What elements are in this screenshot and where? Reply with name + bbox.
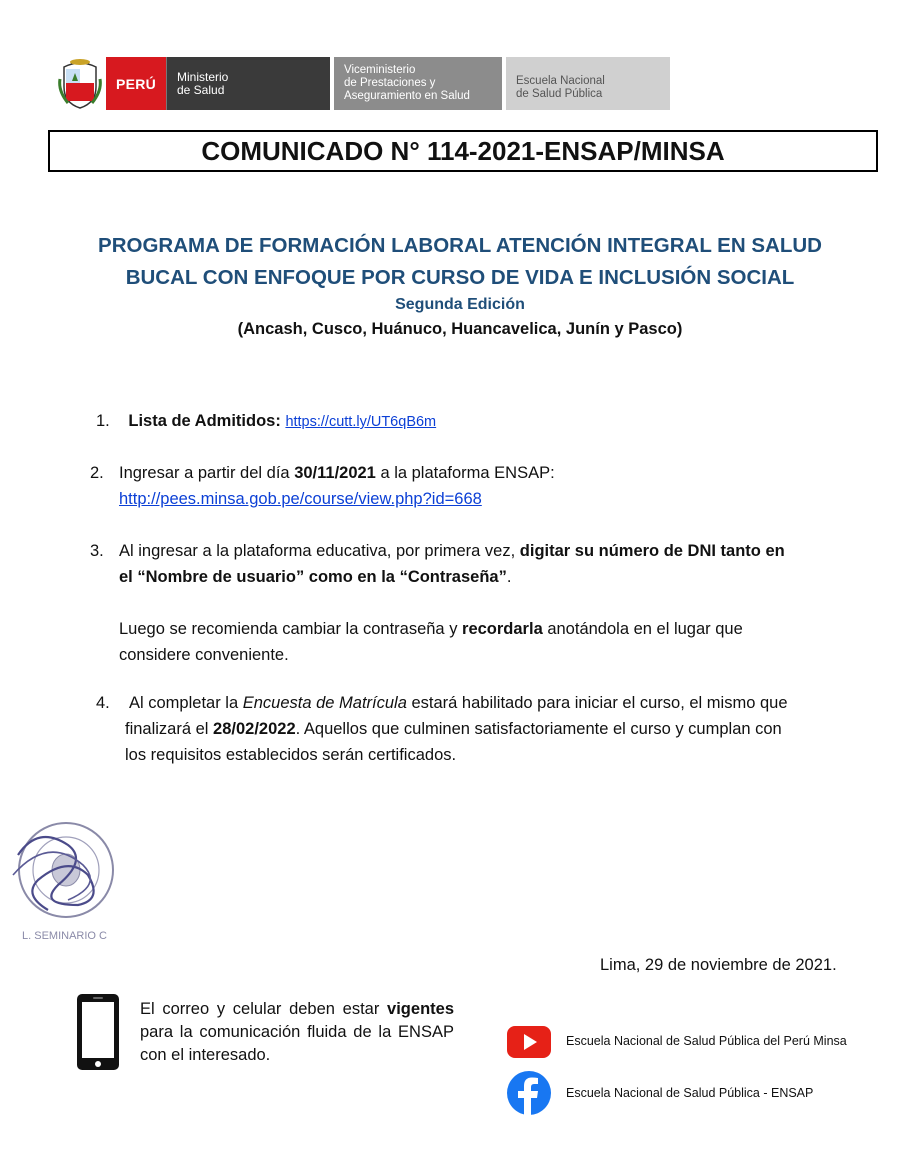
ministry-line-1: Ministerio <box>177 69 229 84</box>
note-3-text-line-2: considere conveniente. <box>119 646 289 664</box>
communique-title: COMUNICADO N° 114-2021-ENSAP/MINSA <box>48 130 878 172</box>
item-number: 2. <box>90 464 104 482</box>
school-line-2: de Salud Pública <box>516 87 603 100</box>
note-text-end: para la comunicación fluida de la ENSAP con el interesado. <box>140 1023 454 1064</box>
list-item-3 <box>119 538 879 590</box>
program-title-line-2: BUCAL CON ENFOQUE POR CURSO DE VIDA E INCLUSIÓN SOCIAL <box>125 266 795 289</box>
edition-label: Segunda Edición <box>395 296 525 313</box>
end-date: 28/02/2022 <box>213 720 296 738</box>
school-logo <box>506 57 670 110</box>
note-3-bold: recordarla <box>462 620 543 638</box>
item-4-line-3: los requisitos establecidos serán certificados. <box>125 746 457 764</box>
item-4-text: Al completar la <box>129 694 243 712</box>
note-3-text-end: anotándola en el lugar que <box>542 620 743 638</box>
item-number: 4. <box>96 694 110 712</box>
item-3-bold: digitar su número de DNI tanto en <box>519 542 785 560</box>
admitted-list-link[interactable]: https://cutt.ly/UT6qB6m <box>285 414 437 430</box>
item-3-bold-2: el “Nombre de usuario” como en la “Contraseña” <box>119 568 507 586</box>
item-2-text-end: a la plataforma ENSAP: <box>375 464 555 482</box>
official-stamp <box>8 815 118 950</box>
program-title <box>40 230 880 294</box>
peru-brand <box>106 57 166 110</box>
school-line-1: Escuela Nacional <box>516 74 605 87</box>
header-logos <box>58 57 670 110</box>
ministry-logo <box>166 57 330 110</box>
list-item-3-note <box>119 616 879 668</box>
item-4-text-end: estará habilitado para iniciar el curso, el mismo que <box>406 694 788 712</box>
item-3-text: Al ingresar a la plataforma educativa, por primera vez, <box>119 542 520 560</box>
item-2-text: Ingresar a partir del día <box>119 464 295 482</box>
viceministry-logo <box>334 57 502 110</box>
list-item-2 <box>119 460 859 512</box>
note-text: El correo y celular deben estar <box>140 1000 388 1018</box>
vice-line-3: Aseguramiento en Salud <box>344 90 470 102</box>
item-3-end: . <box>506 568 512 586</box>
youtube-label: Escuela Nacional de Salud Pública del Perú Minsa <box>566 1034 847 1048</box>
facebook-page[interactable] <box>506 1070 813 1116</box>
vice-line-2: de Prestaciones y <box>344 77 436 89</box>
note-3-text: Luego se recomienda cambiar la contraseña y <box>119 620 463 638</box>
enrollment-survey: Encuesta de Matrícula <box>242 694 407 712</box>
start-date: 30/11/2021 <box>294 464 376 482</box>
admitted-label: Lista de Admitidos: <box>128 412 281 430</box>
vice-line-1: Viceministerio <box>344 64 416 76</box>
item-number: 3. <box>90 542 104 560</box>
list-item-1 <box>96 408 436 435</box>
platform-link[interactable]: http://pees.minsa.gob.pe/course/view.php?id=668 <box>119 490 482 508</box>
stamp-name: L. SEMINARIO C <box>22 930 107 942</box>
mobile-phone-icon <box>76 993 120 1071</box>
list-item-4 <box>125 690 880 768</box>
item-4-line-2: finalizará el <box>125 720 214 738</box>
contact-note <box>140 998 454 1067</box>
peru-coat-of-arms-icon <box>58 57 102 110</box>
note-bold: vigentes <box>387 1000 454 1018</box>
facebook-label: Escuela Nacional de Salud Pública - ENSAP <box>566 1086 814 1100</box>
youtube-icon <box>506 1018 552 1064</box>
regions-label: (Ancash, Cusco, Huánuco, Huancavelica, Junín y Pasco) <box>237 320 683 338</box>
ministry-line-2: de Salud <box>177 82 225 97</box>
date-place: Lima, 29 de noviembre de 2021. <box>600 956 837 974</box>
item-4-line-2-end: . Aquellos que culminen satisfactoriamente el curso y cumplan con <box>295 720 782 738</box>
program-title-line-1: PROGRAMA DE FORMACIÓN LABORAL ATENCIÓN INTEGRAL EN SALUD <box>98 234 822 257</box>
item-number: 1. <box>96 412 110 430</box>
peru-label: PERÚ <box>115 75 157 92</box>
facebook-icon <box>506 1070 552 1116</box>
youtube-channel[interactable] <box>506 1018 847 1064</box>
